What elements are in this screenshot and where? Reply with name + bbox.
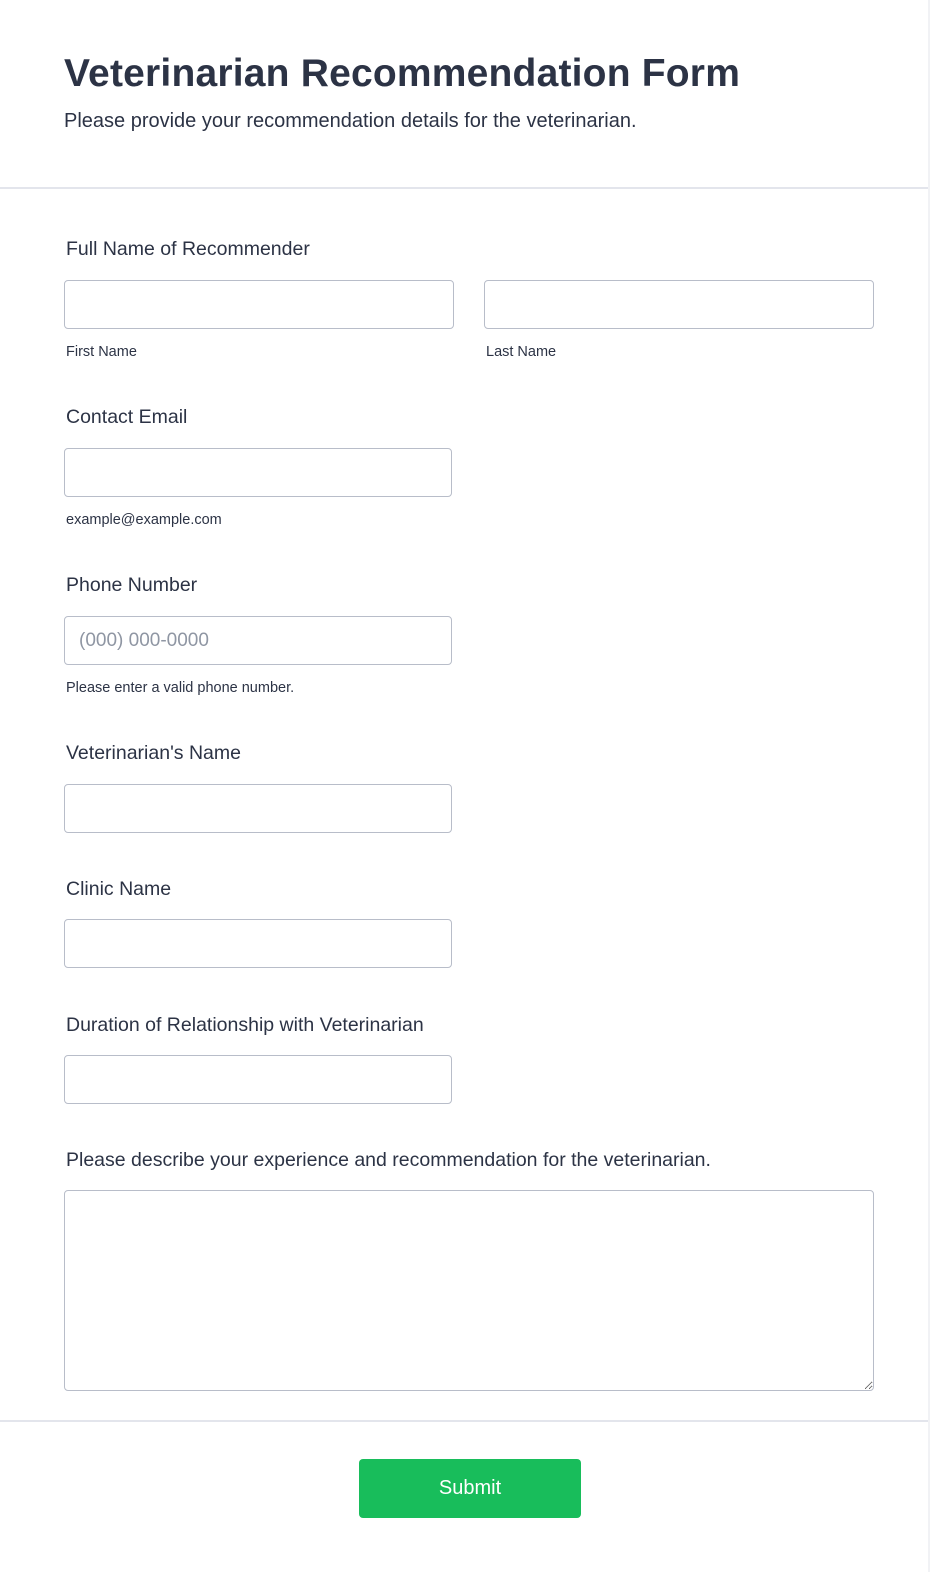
vet-name-input[interactable] <box>64 784 452 833</box>
phone-input[interactable] <box>64 616 452 665</box>
last-name-input[interactable] <box>484 280 874 329</box>
email-label: Contact Email <box>66 406 188 428</box>
phone-label: Phone Number <box>66 574 198 596</box>
footer-divider <box>0 1420 928 1422</box>
vet-name-label: Veterinarian's Name <box>66 742 241 764</box>
duration-input[interactable] <box>64 1055 452 1104</box>
full-name-label: Full Name of Recommender <box>66 238 310 260</box>
page-subtitle: Please provide your recommendation details for the veterinarian. <box>64 110 637 132</box>
page-title: Veterinarian Recommendation Form <box>64 52 741 95</box>
phone-sublabel: Please enter a valid phone number. <box>66 680 295 696</box>
clinic-name-input[interactable] <box>64 919 452 968</box>
last-name-sublabel: Last Name <box>486 344 557 360</box>
experience-textarea[interactable] <box>64 1190 874 1391</box>
email-sublabel: example@example.com <box>66 512 222 528</box>
clinic-name-label: Clinic Name <box>66 878 172 900</box>
first-name-input[interactable] <box>64 280 454 329</box>
header-divider <box>0 187 928 189</box>
email-input[interactable] <box>64 448 452 497</box>
first-name-sublabel: First Name <box>66 344 137 360</box>
duration-label: Duration of Relationship with Veterinarian <box>66 1014 424 1036</box>
experience-label: Please describe your experience and recommendation for the veterinarian. <box>66 1149 711 1171</box>
submit-button[interactable]: Submit <box>359 1459 581 1518</box>
